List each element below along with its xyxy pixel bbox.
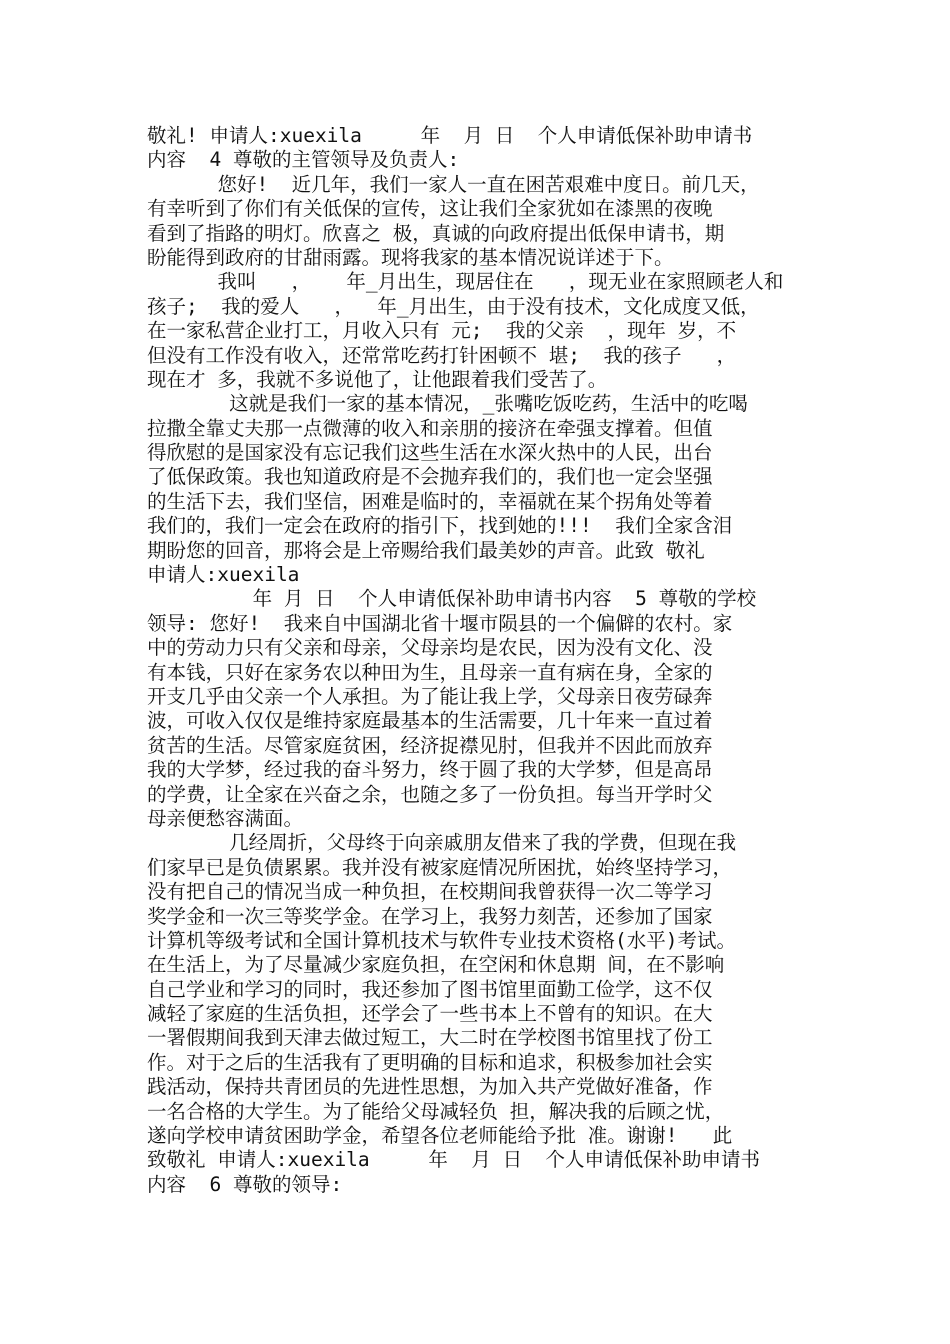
text-line: 波，可收入仅仅是维持家庭最基本的生活需要，几十年来一直过着 <box>147 709 713 733</box>
text-line: 几经周折，父母终于向亲戚朋友借来了我的学费，但现在我 <box>147 831 737 855</box>
text-line: 但没有工作没有收入，还常常吃药打针困顿不 堪; 我的孩子 ， <box>147 343 737 367</box>
text-line: 这就是我们一家的基本情况，_张嘴吃饭吃药，生活中的吃喝 <box>147 392 748 416</box>
text-line: 的生活下去，我们坚信，困难是临时的，幸福就在某个拐角处等着 <box>147 489 713 513</box>
text-line: 遂向学校申请贫困助学金，希望各位老师能给予批 准。谢谢! 此 <box>147 1124 733 1148</box>
text-line: 有本钱，只好在家务农以种田为生，且母亲一直有病在身，全家的 <box>147 660 713 684</box>
text-line: 在一家私营企业打工，月收入只有 元; 我的父亲 ，现年 岁，不 <box>147 319 737 343</box>
text-line: 作。对于之后的生活我有了更明确的目标和追求，积极参加社会实 <box>147 1050 713 1074</box>
text-line: 了低保政策。我也知道政府是不会抛弃我们的，我们也一定会坚强 <box>147 465 713 489</box>
text-line: 年 月 日 个人申请低保补助申请书内容 5 尊敬的学校 <box>147 587 757 611</box>
text-line: 我的大学梦，经过我的奋斗努力，终于圆了我的大学梦，但是高昂 <box>147 758 713 782</box>
text-line: 践活动，保持共青团员的先进性思想，为加入共产党做好准备，作 <box>147 1075 713 1099</box>
text-line: 母亲便愁容满面。 <box>147 806 304 830</box>
text-line: 一署假期间我到天津去做过短工，大二时在学校图书馆里找了份工 <box>147 1026 713 1050</box>
text-line: 我叫 ， 年_月出生，现居住在 ，现无业在家照顾老人和 <box>147 270 784 294</box>
text-line: 得欣慰的是国家没有忘记我们这些生活在水深火热中的人民，出台 <box>147 441 713 465</box>
text-line: 一名合格的大学生。为了能给父母减轻负 担，解决我的后顾之忧， <box>147 1099 725 1123</box>
text-line: 看到了指路的明灯。欣喜之 极，真诚的向政府提出低保申请书，期 <box>147 221 725 245</box>
text-line: 自己学业和学习的同时，我还参加了图书馆里面勤工俭学，这不仅 <box>147 977 713 1001</box>
text-line: 减轻了家庭的生活负担，还学会了一些书本上不曾有的知识。在大 <box>147 1002 713 1026</box>
text-line: 开支几乎由父亲一个人承担。为了能让我上学，父母亲日夜劳碌奔 <box>147 684 713 708</box>
text-line: 领导: 您好! 我来自中国湖北省十堰市陨县的一个偏僻的农村。家 <box>147 611 733 635</box>
text-line: 没有把自己的情况当成一种负担，在校期间我曾获得一次二等学习 <box>147 880 713 904</box>
text-line: 盼能得到政府的甘甜雨露。现将我家的基本情况说详述于下。 <box>147 245 674 269</box>
text-line: 中的劳动力只有父亲和母亲，父母亲均是农民，因为没有文化、没 <box>147 636 713 660</box>
text-line: 拉撒全靠丈夫那一点微薄的收入和亲朋的接济在牵强支撑着。但值 <box>147 416 713 440</box>
text-line: 贫苦的生活。尽管家庭贫困，经济捉襟见肘，但我并不因此而放弃 <box>147 733 713 757</box>
text-line: 致敬礼 申请人:xuexila 年 月 日 个人申请低保补助申请书 <box>147 1148 761 1172</box>
text-line: 内容 6 尊敬的领导: <box>147 1172 343 1196</box>
text-line: 期盼您的回音，那将会是上帝赐给我们最美妙的声音。此致 敬礼 <box>147 538 705 562</box>
text-line: 在生活上，为了尽量减少家庭负担，在空闲和休息期 间，在不影响 <box>147 953 725 977</box>
text-line: 计算机等级考试和全国计算机技术与软件专业技术资格(水平)考试。 <box>147 928 736 952</box>
text-line: 我们的，我们一定会在政府的指引下，找到她的!!! 我们全家含泪 <box>147 514 733 538</box>
document-body <box>147 124 837 1197</box>
text-line: 现在才 多，我就不多说他了，让他跟着我们受苦了。 <box>147 367 608 391</box>
text-line: 内容 4 尊敬的主管领导及负责人: <box>147 148 460 172</box>
text-line: 孩子; 我的爱人 ， 年_月出生，由于没有技术，文化成度又低， <box>147 294 760 318</box>
text-line: 们家早已是负债累累。我并没有被家庭情况所困扰，始终坚持学习， <box>147 855 733 879</box>
text-line: 您好! 近几年，我们一家人一直在困苦艰难中度日。前几天， <box>147 172 760 196</box>
text-line: 的学费，让全家在兴奋之余，也随之多了一份负担。每当开学时父 <box>147 782 713 806</box>
text-line: 奖学金和一次三等奖学金。在学习上，我努力刻苦，还参加了国家 <box>147 904 713 928</box>
text-line: 有幸听到了你们有关低保的宣传，这让我们全家犹如在漆黑的夜晚 <box>147 197 713 221</box>
text-line: 敬礼! 申请人:xuexila 年 月 日 个人申请低保补助申请书 <box>147 124 753 147</box>
text-line: 申请人:xuexila <box>147 563 300 587</box>
